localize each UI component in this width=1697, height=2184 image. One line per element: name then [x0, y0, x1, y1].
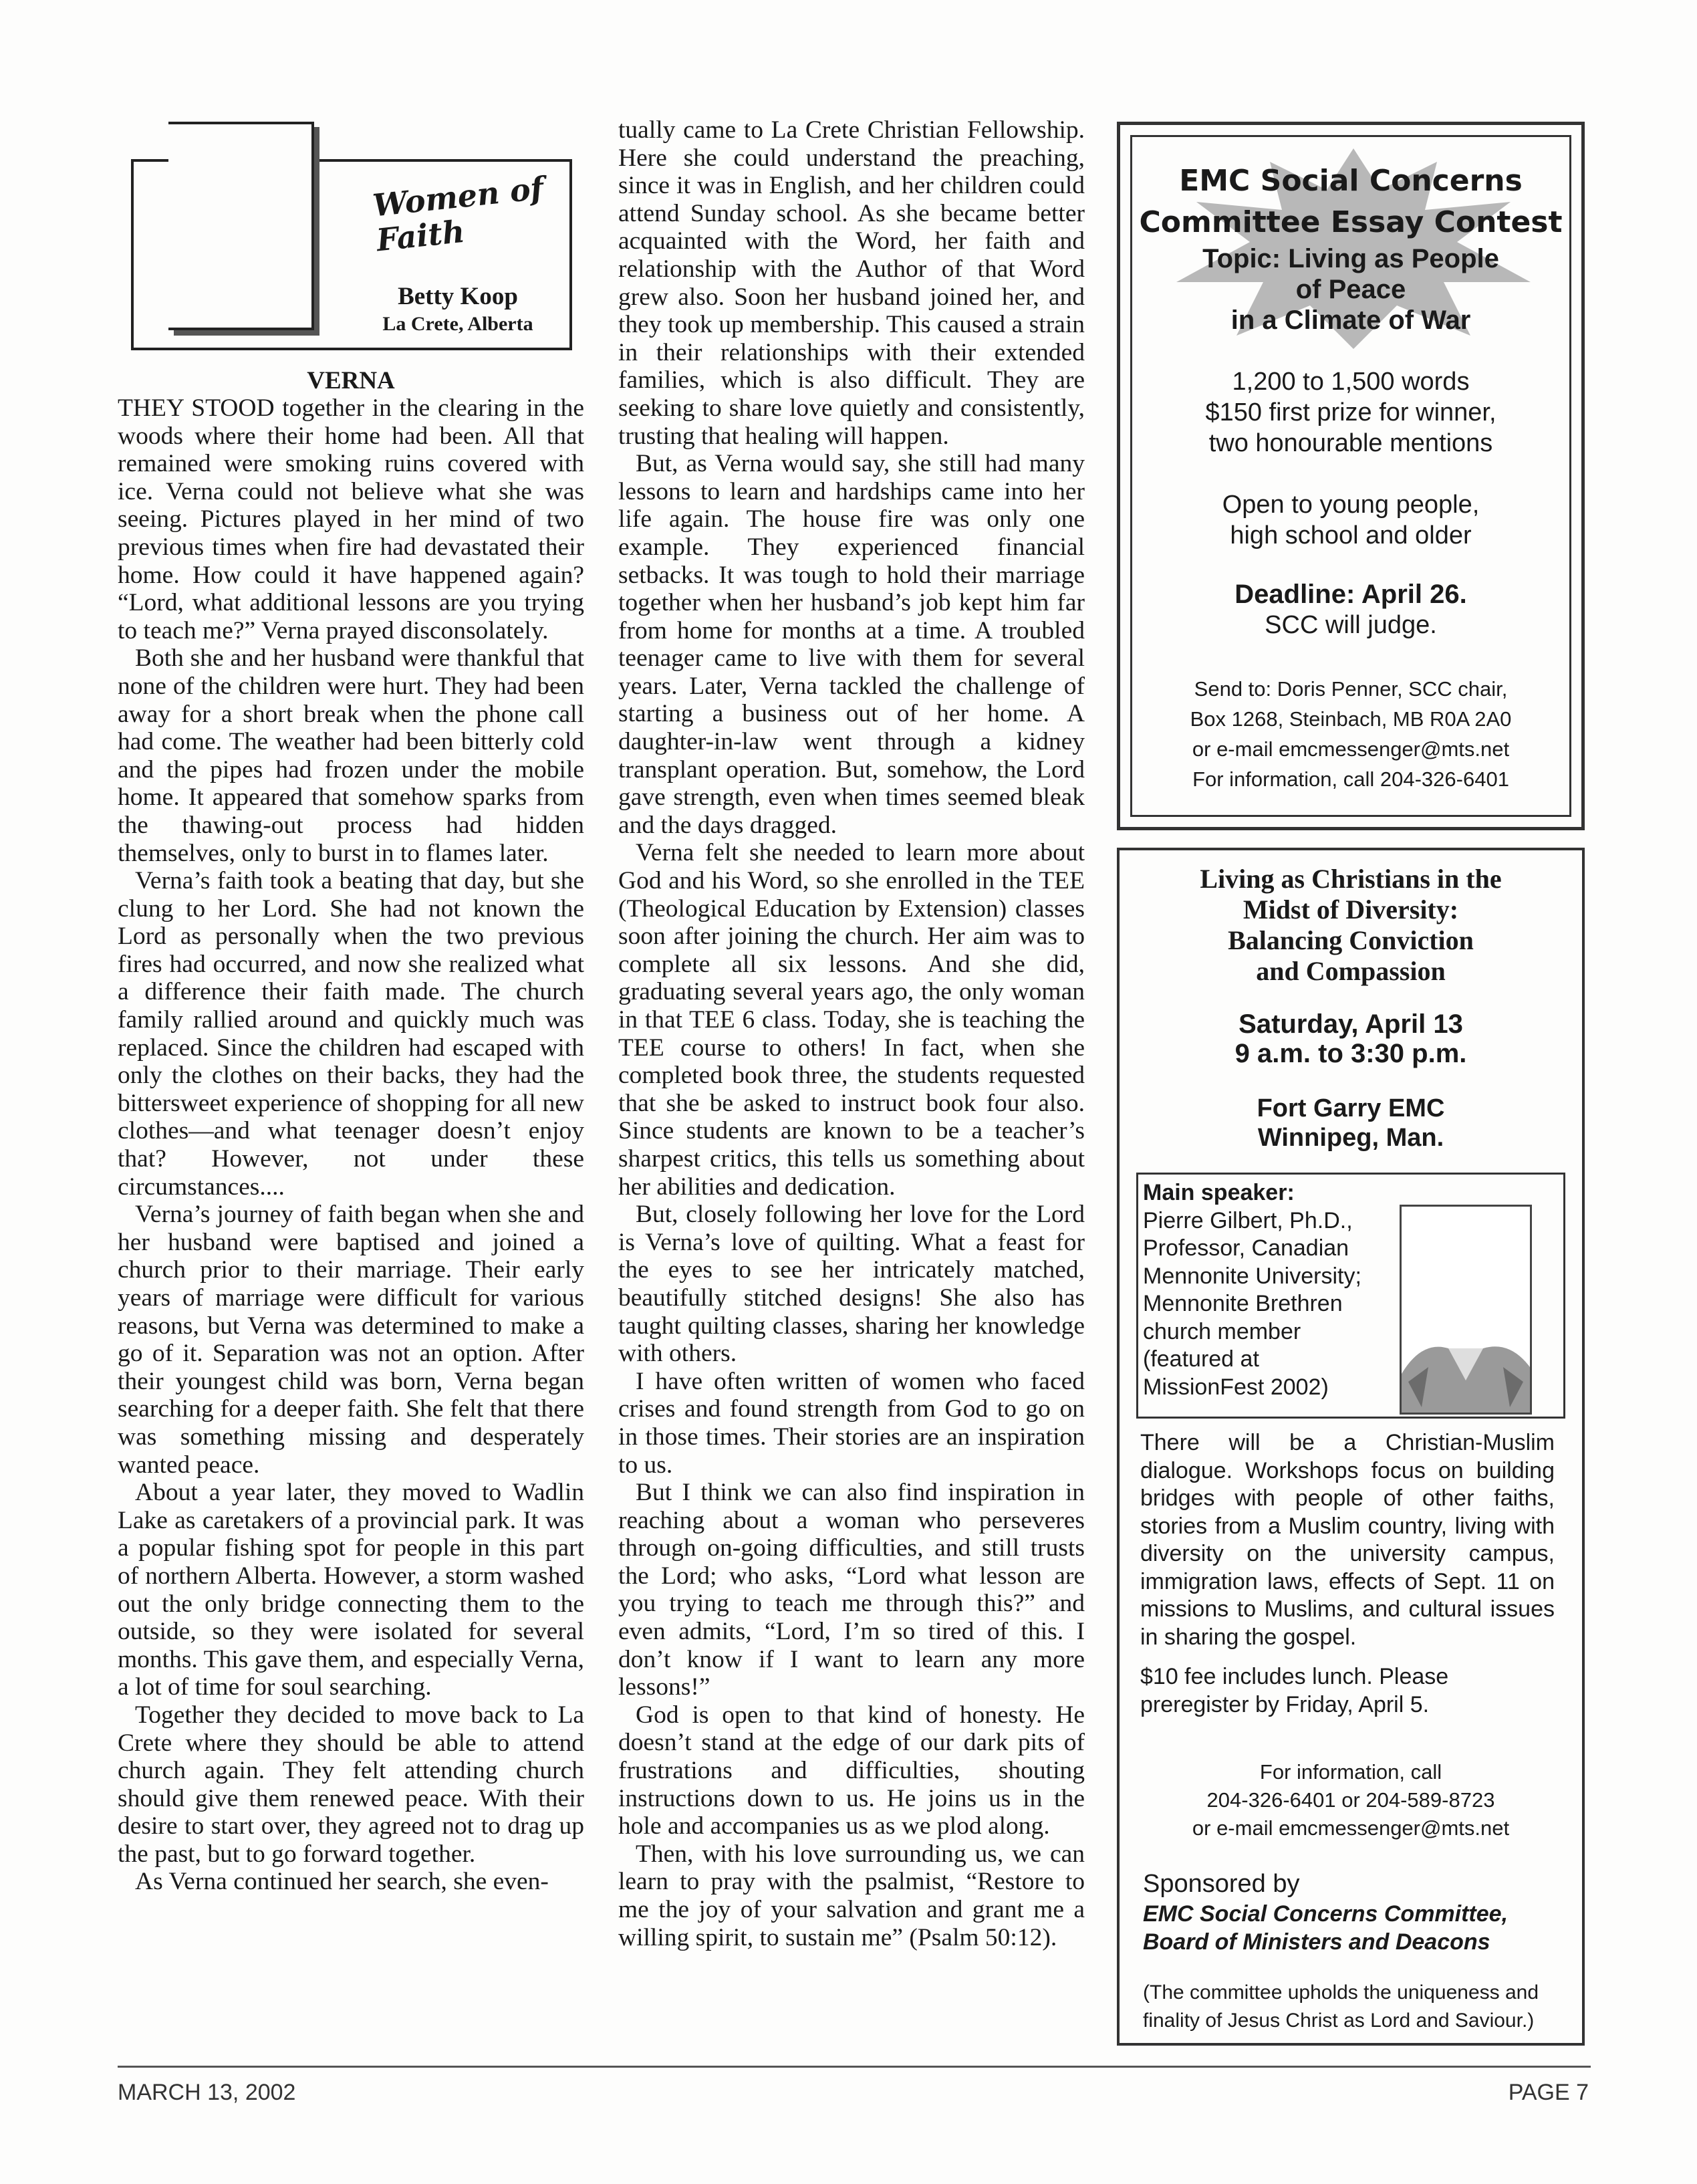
- speaker-line: Pierre Gilbert, Ph.D.,: [1143, 1207, 1353, 1233]
- article-paragraph: But, as Verna would say, she still had many lessons to learn and hardships came into her life again. The house fire was only one example. They experienced financial setbacks. It was tough to hold their marriage together when her husband’s job kept him far from home for months at a time. A troubled teenager came to live with them for several years. Later, Verna tackled the challenge of starting a business out of her home. A daughter-in-law went through a kidney transplant operation. But, somehow, the Lord gave strength, even when times seemed bleak and the days dragged.: [618, 450, 1085, 839]
- event-date-time: [1117, 1009, 1585, 1068]
- article-paragraph: But I think we can also find inspiration in reaching about a woman who perseveres through on-going difficulties, and still trusts the Lord; who asks, “Lord what lesson are you trying to teach me through this?” and even admits, “Lord, I’m so tired of this. I don’t know if I want to learn any more lessons!”: [618, 1479, 1085, 1701]
- article-paragraph: Then, with his love surrounding us, we can learn to pray with the psalmist, “Restore to me the joy of your salvation and grant me a willing spirit, to sustain me” (Psalm 50:12).: [618, 1840, 1085, 1951]
- article-paragraph: But, closely following her love for the Lord is Verna’s love of quilting. What a feast for the eyes to see her intricately matched, beautifully stitched designs! She also has taught quilting classes, sharing her knowledge with others.: [618, 1201, 1085, 1368]
- article-paragraph: Both she and her husband were thankful that none of the children were hurt. They had been away for a short break when the phone call had come. The weather had been bitterly cold and the pipes had frozen under the mobile home. It appeared that somehow sparks from the thawing-out process had hidden themselves, only to burst in to flames later.: [118, 644, 584, 867]
- column-logo-graphic: [168, 122, 314, 330]
- speaker-line: Mennonite University;: [1143, 1263, 1361, 1289]
- article-column-1: [118, 394, 584, 1896]
- essay-contest-details: [1130, 366, 1571, 459]
- eligibility-line: high school and older: [1230, 521, 1472, 550]
- speaker-info: [1143, 1179, 1410, 1401]
- event-title-line: Midst of Diversity:: [1243, 894, 1459, 925]
- sponsor-line: EMC Social Concerns Committee,: [1143, 1901, 1509, 1927]
- column-title: Women of Faith: [371, 170, 545, 259]
- event-date: Saturday, April 13: [1238, 1009, 1463, 1039]
- sponsor-names: [1143, 1900, 1557, 1956]
- event-venue: Fort Garry EMC: [1257, 1094, 1445, 1122]
- article-column-2: [618, 116, 1085, 1951]
- detail-line: $150 first prize for winner,: [1205, 398, 1496, 427]
- essay-contest-contact: [1130, 674, 1571, 794]
- topic-line: of Peace: [1295, 275, 1406, 304]
- event-fee: $10 fee includes lunch. Please preregister by Friday, April 5.: [1140, 1664, 1449, 1717]
- contact-line: or e-mail emcmessenger@mts.net: [1192, 1816, 1510, 1840]
- event-title-line: and Compassion: [1256, 956, 1446, 986]
- article-heading: VERNA: [307, 367, 395, 394]
- essay-contest-judge: SCC will judge.: [1265, 611, 1437, 639]
- author-location: La Crete, Alberta: [382, 313, 533, 335]
- essay-contest-deadline: Deadline: April 26.: [1234, 580, 1467, 609]
- article-paragraph: I have often written of women who faced crises and found strength from God to go on in those times. Their stories are an inspiration to us.: [618, 1367, 1085, 1479]
- contact-line: 204-326-6401 or 204-589-8723: [1206, 1788, 1495, 1812]
- detail-line: two honourable mentions: [1208, 429, 1493, 457]
- sponsored-by-label: Sponsored by: [1143, 1870, 1300, 1898]
- article-paragraph: Verna’s journey of faith began when she and her husband were baptised and joined a church prior to their marriage. Their early years of marriage were difficult for various reasons, but Verna was determined to make a go of it. Separation was not an option. After their youngest child was born, Verna began searching for a deeper faith. She felt that there was something missing and desperately wanted peace.: [118, 1201, 584, 1479]
- article-paragraph: Verna felt she needed to learn more about God and his Word, so she enrolled in the TEE (Theological Education by Extension) classes soon after joining the church. Her aim was to complete all six lessons. And she did, graduating several years ago, the only woman in that TEE 6 class. Today, she is teaching the TEE course to others! In fact, when she completed book three, the students requested that she be asked to instruct book four also. Since students are known to be a teacher’s sharpest critics, this tells us something about her abilities and dedication.: [618, 839, 1085, 1201]
- topic-line: Topic: Living as People: [1202, 244, 1499, 273]
- article-paragraph: About a year later, they moved to Wadlin Lake as caretakers of a provincial park. It was a popular fishing spot for people in this part of northern Alberta. However, a storm washed out the only bridge connecting them to the outside, so they were isolated for several months. This gave them, and especially Verna, a lot of time for soul searching.: [118, 1479, 584, 1701]
- eligibility-line: Open to young people,: [1222, 491, 1480, 519]
- essay-contest-title-line: EMC Social Concerns: [1179, 164, 1523, 198]
- article-paragraph: God is open to that kind of honesty. He doesn’t stand at the edge of our dark pits of frustrations and difficulties, shouting instructions down to us. He joins us in the hole and accompanies us as we plod along.: [618, 1701, 1085, 1840]
- event-description: There will be a Christian-Muslim dialogue. Workshops focus on building bridges with people of other faiths, stories from a Muslim country, living with diversity on the university campus, immigration laws, effects of Sept. 11 on missions to Muslims, and cultural issues in sharing the gospel.: [1140, 1430, 1555, 1650]
- detail-line: 1,200 to 1,500 words: [1232, 368, 1470, 396]
- author-name: Betty Koop: [398, 283, 518, 310]
- speaker-line: Mennonite Brethren: [1143, 1291, 1343, 1316]
- article-paragraph: tually came to La Crete Christian Fellowship. Here she could understand the preaching, since it was in English, and her children could attend Sunday school. As she became better acquainted with the Word, her faith and relationship with the Author of that Word grew also. Soon her husband joined her, and they took up membership. This caused a strain in their relationships with their extended families, which is also difficult. They are seeking to share love quietly and consistently, trusting that healing will happen.: [618, 116, 1085, 450]
- event-location: [1117, 1094, 1585, 1152]
- event-time: 9 a.m. to 3:30 p.m.: [1234, 1039, 1467, 1068]
- event-title-line: Balancing Conviction: [1228, 925, 1474, 955]
- topic-line: in a Climate of War: [1230, 306, 1471, 335]
- footer-divider: [118, 2066, 1591, 2068]
- article-paragraph: As Verna continued her search, she even-: [135, 1868, 549, 1896]
- contact-line: or e-mail emcmessenger@mts.net: [1192, 737, 1510, 761]
- contact-line: Send to: Doris Penner, SCC chair,: [1194, 677, 1508, 701]
- contact-line: Box 1268, Steinbach, MB R0A 2A0: [1190, 707, 1512, 731]
- event-title-line: Living as Christians in the: [1200, 864, 1502, 894]
- speaker-label: Main speaker:: [1143, 1180, 1295, 1205]
- event-title: [1117, 864, 1585, 987]
- speaker-line: MissionFest 2002): [1143, 1374, 1329, 1400]
- event-contact-info: [1117, 1758, 1585, 1842]
- speaker-photo-icon: [1402, 1207, 1530, 1413]
- event-city: Winnipeg, Man.: [1257, 1124, 1444, 1152]
- footer-date: MARCH 13, 2002: [118, 2080, 296, 2105]
- essay-contest-topic: [1130, 243, 1571, 336]
- article-paragraph: Together they decided to move back to La Crete where they should be able to attend church again. They felt attending church should give them renewed peace. With their desire to start over, they agreed not to drag up the past, but to go forward together.: [118, 1701, 584, 1868]
- contact-line: For information, call: [1259, 1760, 1442, 1784]
- essay-contest-eligibility: [1130, 489, 1571, 551]
- speaker-photo: [1400, 1205, 1532, 1415]
- speaker-line: (featured at: [1143, 1346, 1259, 1372]
- committee-note: (The committee upholds the uniqueness and finality of Jesus Christ as Lord and Saviour.): [1143, 1981, 1539, 2032]
- article-paragraph: THEY STOOD together in the clearing in the woods where their home had been. All that remained were smoking ruins covered with ice. Verna could not believe what she was seeing. Pictures played in her mind of two previous times when fire had devastated their home. How could it have happened again? “Lord, what additional lessons are you trying to teach me?” Verna prayed disconsolately.: [118, 394, 584, 644]
- speaker-line: church member: [1143, 1318, 1301, 1344]
- speaker-line: Professor, Canadian: [1143, 1235, 1349, 1261]
- essay-contest-title-line: Committee Essay Contest: [1139, 205, 1563, 239]
- footer-page-number: PAGE 7: [1508, 2080, 1589, 2105]
- sponsor-line: Board of Ministers and Deacons: [1143, 1929, 1490, 1955]
- article-paragraph: Verna’s faith took a beating that day, but she clung to her Lord. She had not known the Lord as personally when the two previous fires had occurred, and now she realized what a difference their faith made. The church family rallied around and quickly much was replaced. Since the children had escaped with only the clothes on their backs, they had the bittersweet experience of shopping for all new clothes—and what teenager doesn’t enjoy that? However, not under these circumstances....: [118, 867, 584, 1201]
- contact-line: For information, call 204-326-6401: [1192, 767, 1509, 791]
